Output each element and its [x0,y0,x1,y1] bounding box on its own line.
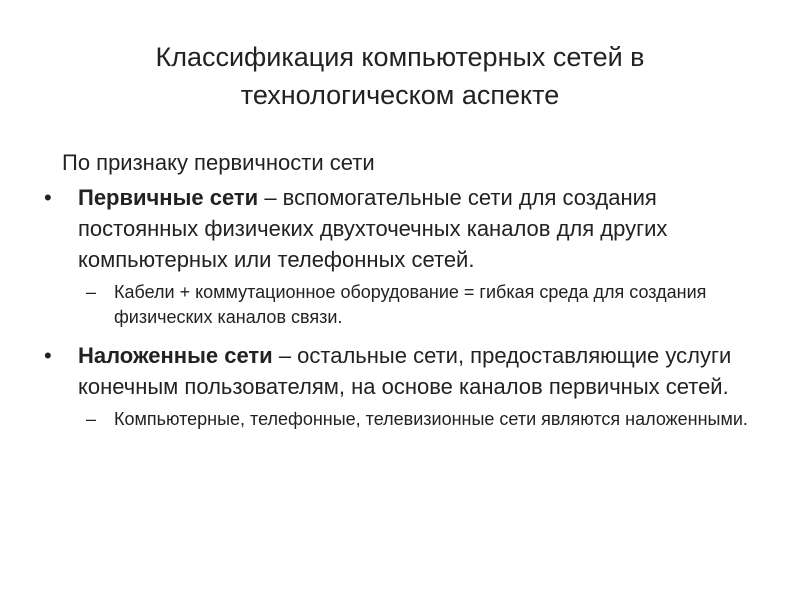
bullet-term: Наложенные сети [78,343,273,368]
bullet-primary-networks [44,182,764,275]
bullet-text: – вспомогательные сети для создания постоянных физичеких двухточечных каналов для других компьютерных или телефонных сетей. [78,185,668,272]
bullet-marker: • [44,343,52,368]
bullet-text: – остальные сети, предоставляющие услуги конечным пользователям, на основе каналов первичных сетей. [78,343,732,399]
sub-bullet-marker: – [86,282,97,302]
sub-bullet-text: Компьютерные, телефонные, телевизионные сети являются наложенными. [114,409,748,429]
sub-bullet-examples [44,407,764,432]
bullet-overlay-networks [44,340,764,402]
bullet-term: Первичные сети [78,185,259,210]
slide-title-line-2: технологическом аспекте [240,80,560,110]
sub-bullet-marker: – [86,409,97,429]
section-heading: По признаку первичности сети [62,150,375,175]
sub-bullet-text: Кабели + коммутационное оборудование = гибкая среда для создания физических каналов связи. [114,282,707,327]
bullet-list [44,182,764,442]
slide-title-line-1: Классификация компьютерных сетей в [155,42,645,72]
slide-title [60,38,740,114]
bullet-marker: • [44,185,52,210]
sub-bullet-cables [44,280,764,330]
